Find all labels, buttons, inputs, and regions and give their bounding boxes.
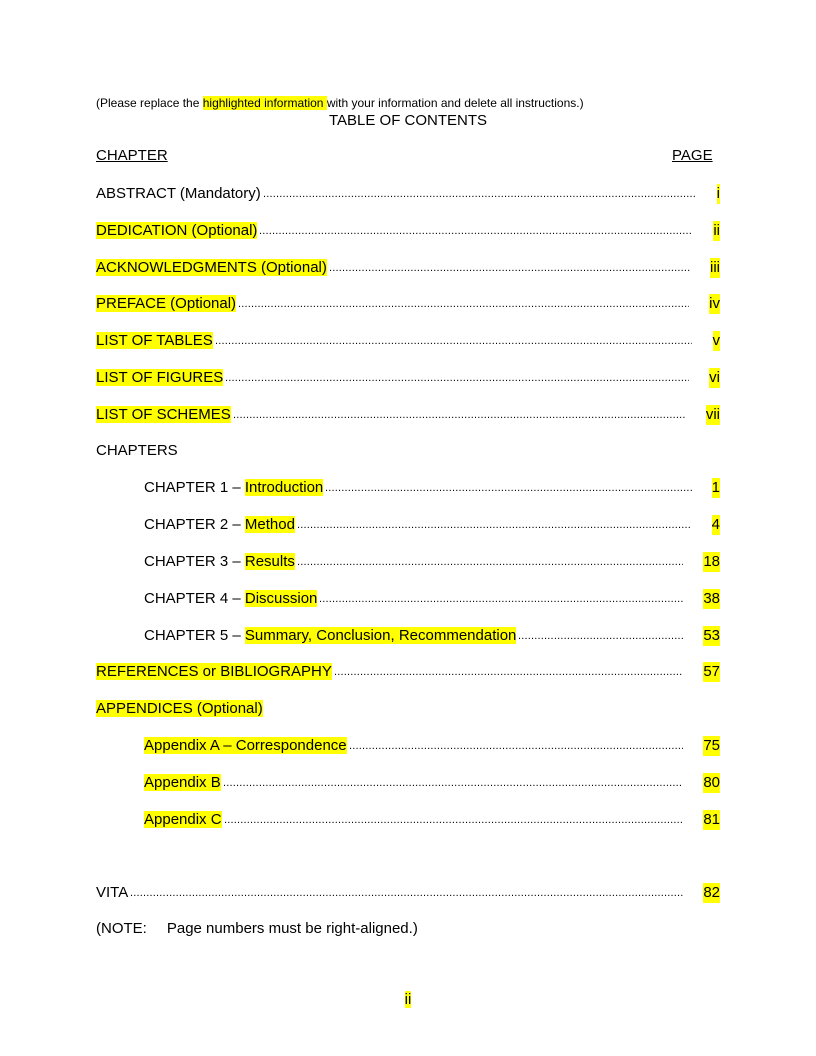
toc-entry bbox=[96, 589, 720, 609]
toc-entry-label-part: Introduction bbox=[244, 479, 324, 496]
instruction-line bbox=[96, 96, 584, 110]
toc-entry bbox=[96, 883, 720, 903]
page-title: TABLE OF CONTENTS bbox=[328, 112, 488, 129]
toc-entry-label-part: CHAPTER 3 – bbox=[144, 553, 245, 570]
footer-page-number bbox=[0, 991, 816, 1008]
toc-entry bbox=[96, 294, 720, 314]
toc-entry bbox=[96, 441, 720, 461]
dot-leader bbox=[334, 662, 683, 682]
toc-entry-label bbox=[144, 736, 347, 756]
toc-entry-label-part: Results bbox=[244, 553, 295, 570]
toc-entry bbox=[96, 699, 720, 719]
dot-leader bbox=[223, 773, 683, 793]
toc-entry-page: 38 bbox=[703, 590, 720, 607]
toc-entry-label-part: REFERENCES or BIBLIOGRAPHY bbox=[96, 663, 332, 680]
dot-leader bbox=[329, 258, 690, 278]
toc-entry-label bbox=[96, 883, 128, 903]
toc-entry bbox=[96, 662, 720, 682]
toc-entry bbox=[96, 552, 720, 572]
instruction-after: with your information and delete all instructions.) bbox=[326, 96, 584, 110]
dot-leader bbox=[215, 331, 692, 351]
toc-entry-label-part: LIST OF FIGURES bbox=[96, 369, 224, 386]
toc-entry-label bbox=[144, 626, 516, 646]
footer-page-value: ii bbox=[404, 991, 412, 1008]
toc-entry-page: 18 bbox=[703, 553, 720, 570]
note-text: Page numbers must be right-aligned.) bbox=[166, 920, 418, 937]
toc-entry-page: 1 bbox=[711, 479, 720, 496]
toc-entry-label bbox=[96, 368, 223, 388]
toc-entry bbox=[96, 221, 720, 241]
toc-entry bbox=[96, 736, 720, 756]
toc-entry-label-part: ACKNOWLEDGMENTS (Optional) bbox=[96, 259, 327, 276]
toc-entry-label-part: PREFACE (Optional) bbox=[96, 295, 237, 312]
dot-leader bbox=[518, 626, 683, 646]
note-prefix: (NOTE: bbox=[96, 920, 147, 937]
toc-entry-label bbox=[144, 478, 323, 498]
toc-entry bbox=[96, 368, 720, 388]
dot-leader bbox=[349, 736, 683, 756]
page-column-header: PAGE bbox=[672, 147, 713, 164]
toc-entry bbox=[96, 258, 720, 278]
toc-entry-label bbox=[96, 662, 332, 682]
toc-entry bbox=[96, 810, 720, 830]
toc-entry-page: v bbox=[712, 332, 720, 349]
toc-entry-label bbox=[144, 810, 222, 830]
toc-entry-label-part: APPENDICES (Optional) bbox=[96, 700, 263, 717]
toc-entry bbox=[96, 331, 720, 351]
toc-entry-label bbox=[144, 552, 295, 572]
toc-entry-label bbox=[144, 515, 295, 535]
dot-leader bbox=[233, 405, 686, 425]
toc-entry-page: iii bbox=[710, 259, 720, 276]
toc-entry-label-part: Appendix B bbox=[144, 774, 221, 791]
toc-entry-page: 81 bbox=[703, 811, 720, 828]
toc-entry-label-part: Method bbox=[244, 516, 295, 533]
instruction-highlight: highlighted information bbox=[202, 96, 327, 110]
dot-leader bbox=[130, 883, 683, 903]
toc-entry-label-part: ABSTRACT (Mandatory) bbox=[96, 185, 261, 202]
toc-entry bbox=[96, 626, 720, 646]
toc-entry-label-part: DEDICATION (Optional) bbox=[96, 222, 258, 239]
dot-leader bbox=[297, 515, 692, 535]
toc-entry-label bbox=[96, 699, 263, 719]
toc-entry-page: 4 bbox=[711, 516, 720, 533]
dot-leader bbox=[325, 478, 692, 498]
toc-entry-label-part: CHAPTERS bbox=[96, 442, 178, 459]
toc-entry-label bbox=[96, 184, 261, 204]
chapter-column-header: CHAPTER bbox=[96, 147, 168, 164]
toc-entry-page: i bbox=[716, 185, 720, 202]
toc-entry bbox=[96, 515, 720, 535]
toc-entry-label bbox=[96, 221, 257, 241]
toc-entry-label bbox=[144, 589, 317, 609]
dot-leader bbox=[238, 294, 689, 314]
toc-entry-page: 80 bbox=[703, 774, 720, 791]
note-line bbox=[96, 920, 418, 937]
toc-entry-label bbox=[96, 441, 178, 461]
toc-entry-label-part: Discussion bbox=[244, 590, 318, 607]
toc-entry-label-part: Summary, Conclusion, Recommendation bbox=[244, 627, 517, 644]
dot-leader bbox=[225, 368, 689, 388]
toc-entry-label-part: CHAPTER 5 – bbox=[144, 627, 245, 644]
toc-entry-label bbox=[96, 405, 231, 425]
toc-entry-page: vii bbox=[705, 406, 720, 423]
toc-entry bbox=[96, 478, 720, 498]
toc-entry-label-part: CHAPTER 4 – bbox=[144, 590, 245, 607]
dot-leader bbox=[259, 221, 693, 241]
dot-leader bbox=[319, 589, 683, 609]
toc-entry bbox=[96, 773, 720, 793]
toc-entry-label bbox=[96, 331, 213, 351]
toc-entry-label-part: LIST OF SCHEMES bbox=[96, 406, 231, 423]
dot-leader bbox=[297, 552, 683, 572]
toc-entry-label bbox=[144, 773, 221, 793]
toc-entry-label bbox=[96, 258, 327, 278]
toc-entry-label-part: VITA bbox=[96, 884, 129, 901]
dot-leader bbox=[224, 810, 683, 830]
toc-entry-label-part: LIST OF TABLES bbox=[96, 332, 213, 349]
toc-entry-page: ii bbox=[713, 222, 720, 239]
instruction-before: (Please replace the bbox=[96, 96, 203, 110]
toc-entry-label bbox=[96, 294, 236, 314]
toc-entry bbox=[96, 405, 720, 425]
toc-entry-page: 53 bbox=[703, 627, 720, 644]
dot-leader bbox=[263, 184, 697, 204]
toc-entry-page: 75 bbox=[703, 737, 720, 754]
toc-entry-page: vi bbox=[709, 369, 720, 386]
toc-entry-label-part: Appendix C bbox=[144, 811, 222, 828]
toc-entry-label-part: CHAPTER 2 – bbox=[144, 516, 245, 533]
toc-entry-page: 57 bbox=[703, 663, 720, 680]
toc-entry-label-part: CHAPTER 1 – bbox=[144, 479, 245, 496]
toc-entry-page: iv bbox=[709, 295, 720, 312]
toc-entry bbox=[96, 184, 720, 204]
toc-entry-label-part: Appendix A – Correspondence bbox=[144, 737, 347, 754]
toc-entry-page: 82 bbox=[703, 884, 720, 901]
